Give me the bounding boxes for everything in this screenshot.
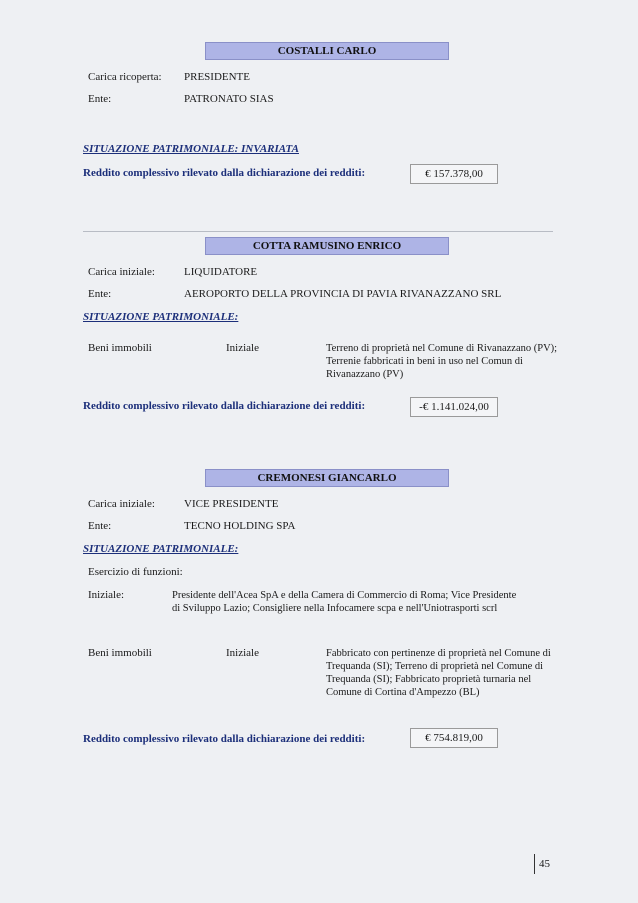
asset-phase: Iniziale (226, 342, 259, 354)
entity-label: Ente: (88, 93, 112, 105)
entity-value: TECNO HOLDING SPA (184, 520, 296, 532)
person-name-header: COTTA RAMUSINO ENRICO (205, 237, 449, 255)
asset-phase: Iniziale (226, 647, 259, 659)
entity-label: Ente: (88, 288, 112, 300)
income-label: Reddito complessivo rilevato dalla dichiarazione dei redditi: (83, 733, 366, 745)
income-label: Reddito complessivo rilevato dalla dichiarazione dei redditi: (83, 167, 366, 179)
role-value: LIQUIDATORE (184, 266, 258, 278)
page-number: 45 (534, 854, 550, 874)
asset-type: Beni immobili (88, 647, 152, 659)
asset-situation-title: SITUAZIONE PATRIMONIALE: (83, 543, 239, 555)
asset-type: Beni immobili (88, 342, 152, 354)
income-value: € 754.819,00 (410, 728, 498, 748)
person-name-header: COSTALLI CARLO (205, 42, 449, 60)
section-divider (83, 231, 553, 232)
functions-phase: Iniziale: (88, 589, 125, 601)
asset-situation-title: SITUAZIONE PATRIMONIALE: (83, 311, 239, 323)
asset-situation-title: SITUAZIONE PATRIMONIALE: INVARIATA (83, 143, 299, 155)
functions-description: Presidente dell'Acea SpA e della Camera di Commercio di Roma; Vice Presidente di Sviluppo Lazio; Consigliere nella Infocamere scpa e nell'Uniotrasporti scrl (172, 590, 517, 614)
entity-label: Ente: (88, 520, 112, 532)
asset-description: Fabbricato con pertinenze di proprietà nel Comune di Trequanda (SI); Terreno di proprietà nel Comune di Trequanda (SI); Fabbricato proprietà turnaria nel Comune di Cortina d'Ampezzo (BL) (326, 648, 551, 698)
role-value: PRESIDENTE (184, 71, 250, 83)
role-value: VICE PRESIDENTE (184, 498, 279, 510)
asset-description: Terreno di proprietà nel Comune di Rivanazzano (PV); Terrenie fabbricati in beni in uso nel Comun di Rivanazzano (PV) (326, 343, 558, 380)
person-name-header: CREMONESI GIANCARLO (205, 469, 449, 487)
income-label: Reddito complessivo rilevato dalla dichiarazione dei redditi: (83, 400, 366, 412)
role-label: Carica iniziale: (88, 498, 155, 510)
income-value: € 157.378,00 (410, 164, 498, 184)
income-value: -€ 1.141.024,00 (410, 397, 498, 417)
functions-label: Esercizio di funzioni: (88, 566, 183, 578)
role-label: Carica iniziale: (88, 266, 155, 278)
entity-value: AEROPORTO DELLA PROVINCIA DI PAVIA RIVANAZZANO SRL (184, 288, 502, 300)
role-label: Carica ricoperta: (88, 71, 162, 83)
entity-value: PATRONATO SIAS (184, 93, 274, 105)
